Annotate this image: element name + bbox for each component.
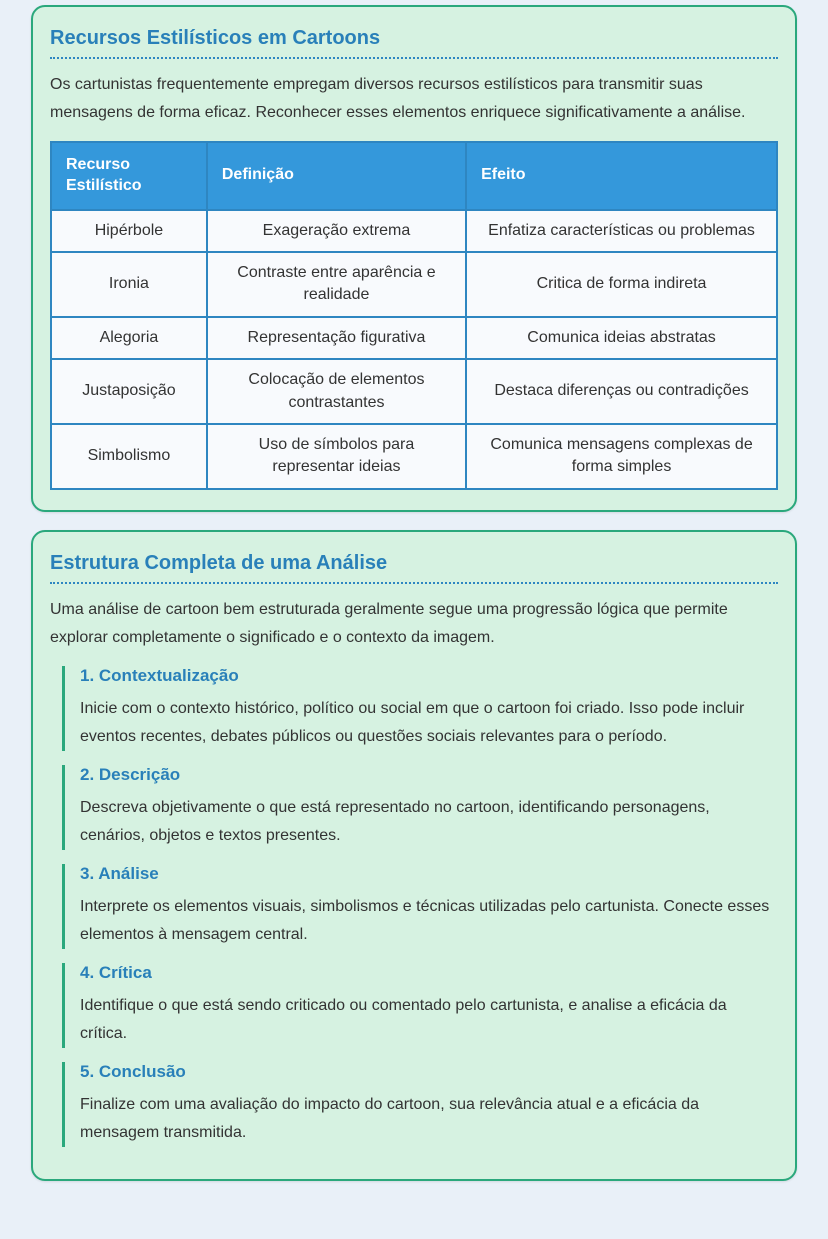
- step-text: Identifique o que está sendo criticado ou comentado pelo cartunista, e analise a eficácia da crítica.: [80, 996, 727, 1042]
- cell-definicao: Colocação de elementos contrastantes: [207, 359, 466, 424]
- cell-efeito: Comunica mensagens complexas de forma simples: [466, 424, 777, 489]
- column-header-recurso: Recurso Estilístico: [51, 142, 207, 210]
- step-critica: [62, 963, 778, 1048]
- cell-recurso: Simbolismo: [51, 424, 207, 489]
- cell-recurso: Hipérbole: [51, 210, 207, 252]
- stylistic-resources-table: [50, 141, 778, 490]
- cell-efeito: Comunica ideias abstratas: [466, 317, 777, 359]
- card-recursos-estilisticos: [31, 5, 797, 512]
- cell-definicao: Exageração extrema: [207, 210, 466, 252]
- column-header-definicao: Definição: [207, 142, 466, 210]
- table-row: [51, 252, 777, 317]
- cell-recurso: Ironia: [51, 252, 207, 317]
- step-contextualizacao: [62, 666, 778, 751]
- step-heading: 1. Contextualização: [80, 665, 239, 685]
- table-header-row: [51, 142, 777, 210]
- cell-efeito: Critica de forma indireta: [466, 252, 777, 317]
- card-title-estrutura: Estrutura Completa de uma Análise: [50, 552, 778, 584]
- step-conclusao: [62, 1062, 778, 1147]
- cell-definicao: Representação figurativa: [207, 317, 466, 359]
- table-row: [51, 317, 777, 359]
- table-row: [51, 424, 777, 489]
- card-estrutura-analise: [31, 530, 797, 1181]
- step-analise: [62, 864, 778, 949]
- cell-definicao: Contraste entre aparência e realidade: [207, 252, 466, 317]
- step-heading: 5. Conclusão: [80, 1061, 186, 1081]
- table-row: [51, 210, 777, 252]
- step-text: Interprete os elementos visuais, simbolismos e técnicas utilizadas pelo cartunista. Conecte esses elementos à mensagem central.: [80, 897, 770, 943]
- step-text: Finalize com uma avaliação do impacto do cartoon, sua relevância atual e a eficácia da mensagem transmitida.: [80, 1095, 700, 1141]
- card-intro-estrutura: Uma análise de cartoon bem estruturada geralmente segue uma progressão lógica que permite explorar completamente o significado e o contexto da imagem.: [50, 600, 728, 646]
- cell-efeito: Destaca diferenças ou contradições: [466, 359, 777, 424]
- step-heading: 4. Crítica: [80, 962, 152, 982]
- cell-efeito: Enfatiza características ou problemas: [466, 210, 777, 252]
- card-title-recursos: Recursos Estilísticos em Cartoons: [50, 27, 778, 59]
- step-heading: 3. Análise: [80, 863, 159, 883]
- step-text: Descreva objetivamente o que está representado no cartoon, identificando personagens, cenários, objetos e textos presentes.: [80, 798, 710, 844]
- table-row: [51, 359, 777, 424]
- step-heading: 2. Descrição: [80, 764, 181, 784]
- cell-recurso: Justaposição: [51, 359, 207, 424]
- column-header-efeito: Efeito: [466, 142, 777, 210]
- card-intro-recursos: Os cartunistas frequentemente empregam diversos recursos estilísticos para transmitir suas mensagens de forma eficaz. Reconhecer esses elementos enriquece significativamente a análise.: [50, 76, 746, 121]
- cell-recurso: Alegoria: [51, 317, 207, 359]
- cell-definicao: Uso de símbolos para representar ideias: [207, 424, 466, 489]
- step-descricao: [62, 765, 778, 850]
- step-text: Inicie com o contexto histórico, político ou social em que o cartoon foi criado. Isso pode incluir eventos recentes, debates públicos ou questões sociais relevantes para o período.: [80, 699, 745, 745]
